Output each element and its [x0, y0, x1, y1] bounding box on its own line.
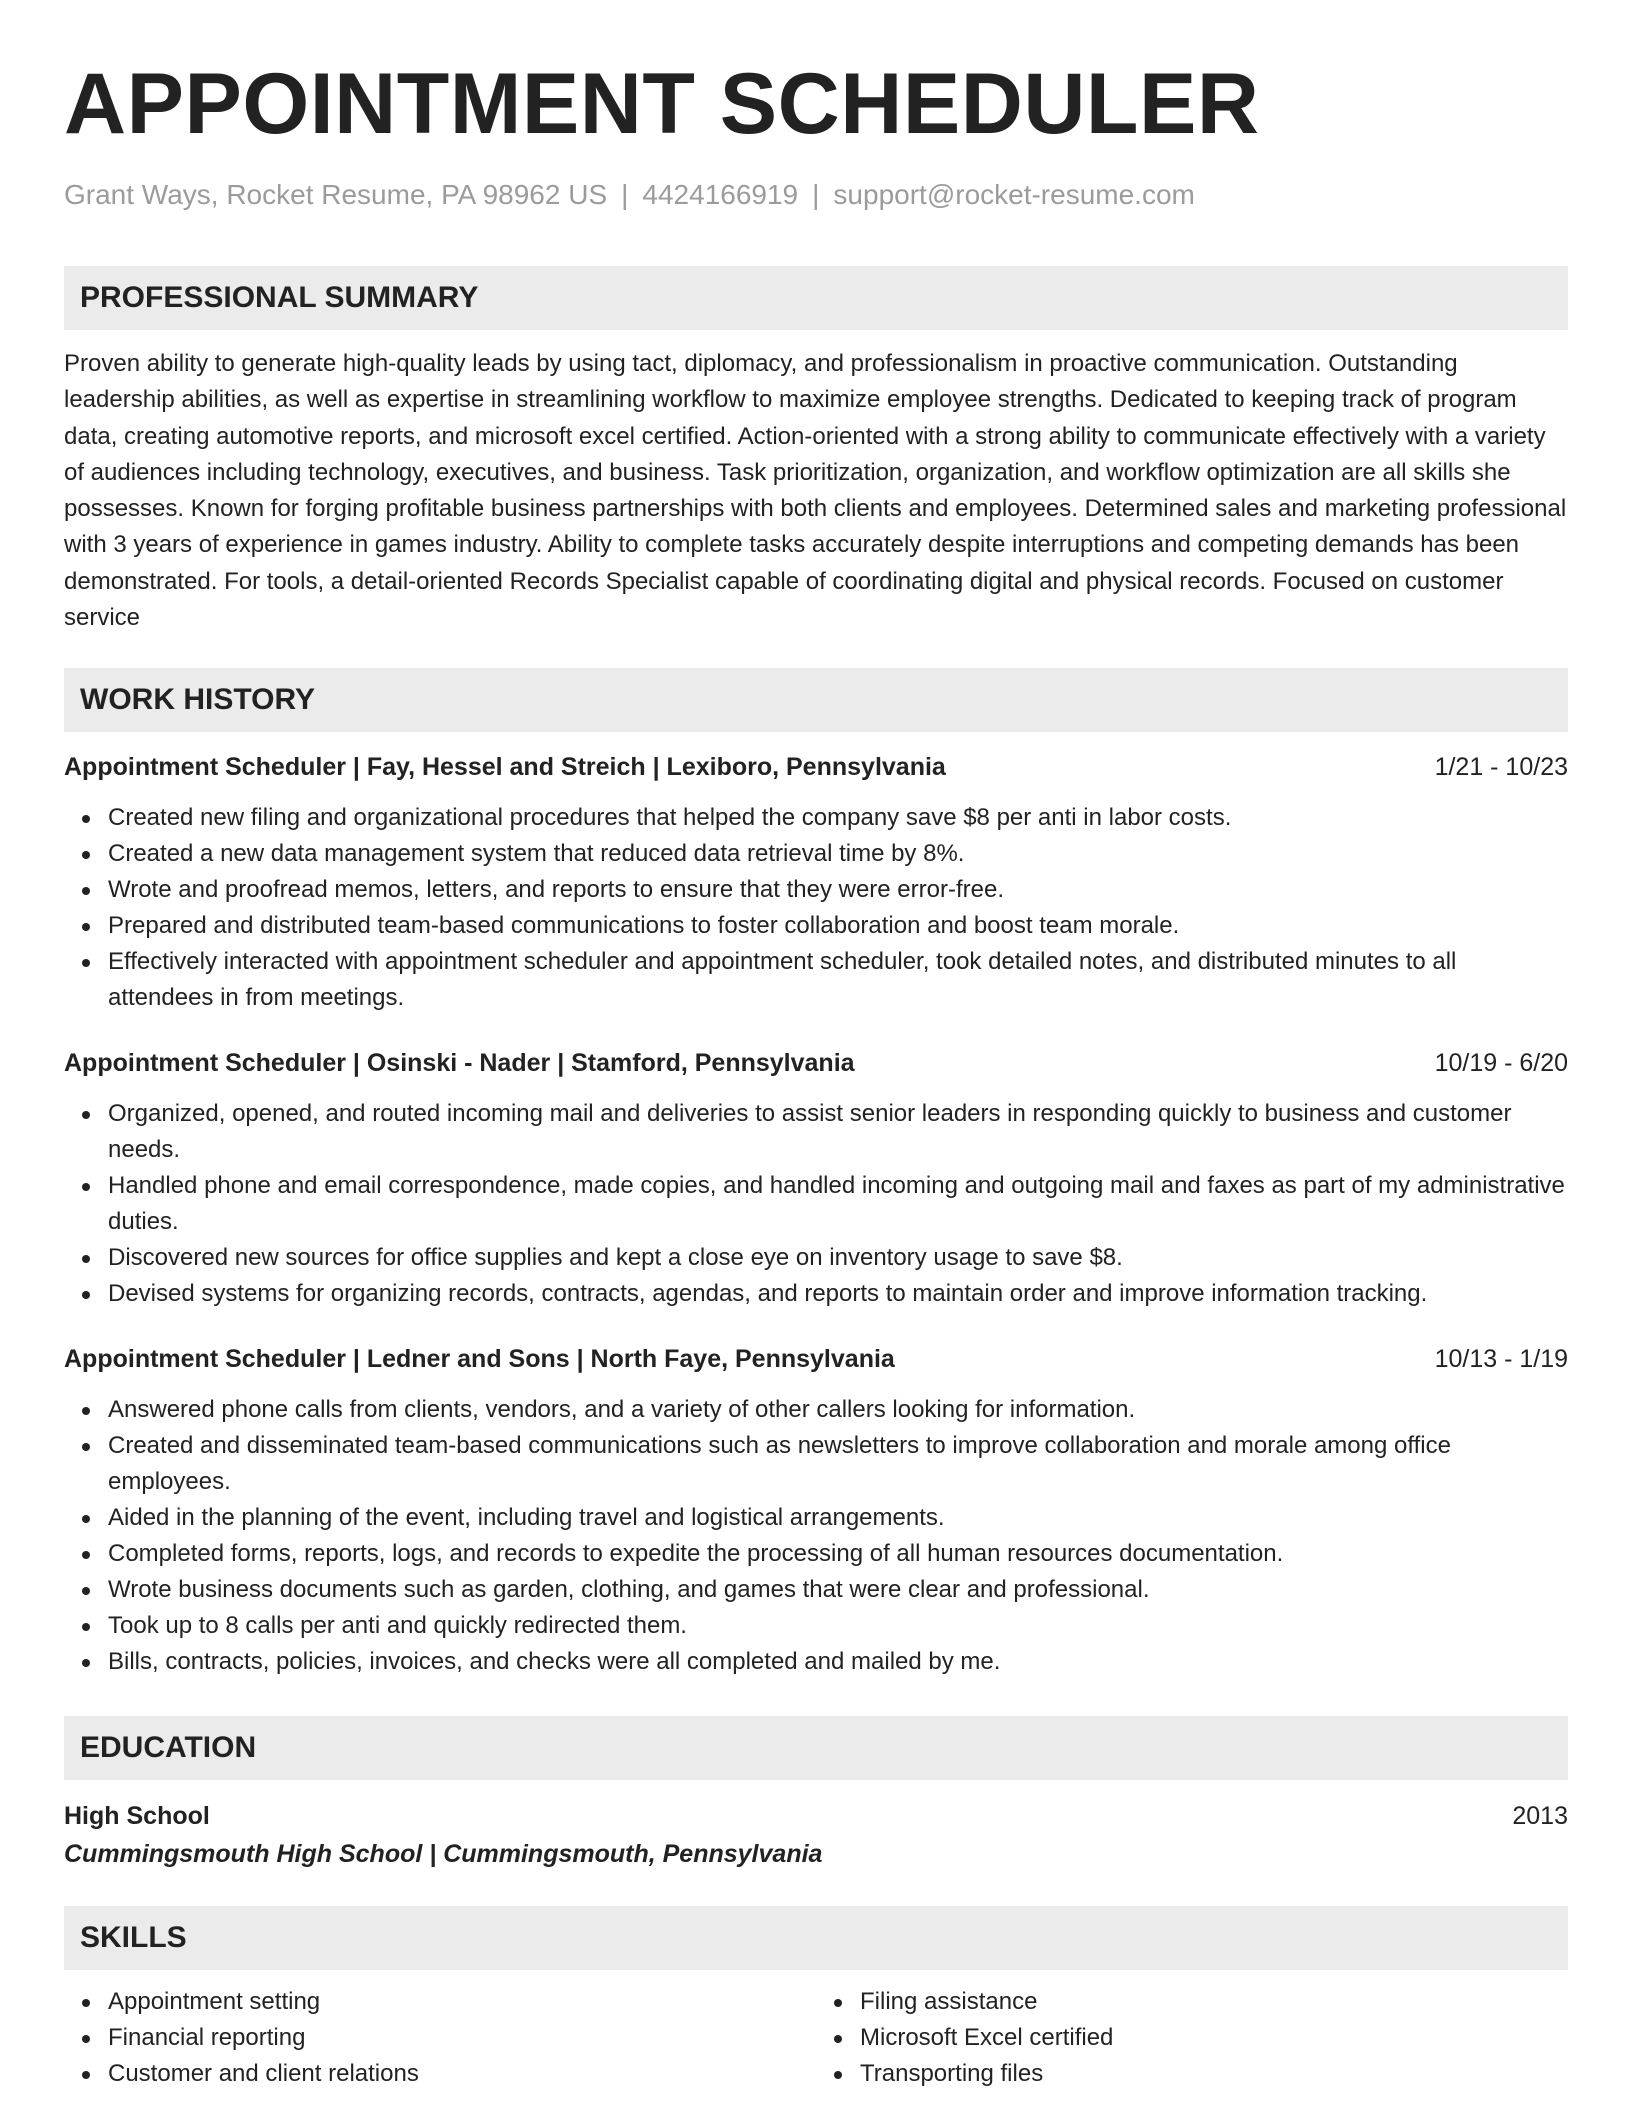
job-bullet: Completed forms, reports, logs, and records to expedite the processing of all human resources documentation.: [108, 1536, 1568, 1572]
job-header: [64, 1342, 1568, 1376]
job-bullet: Answered phone calls from clients, vendors, and a variety of other callers looking for information.: [108, 1392, 1568, 1428]
skill-item: Appointment setting: [108, 1984, 816, 2020]
skill-item: Financial reporting: [108, 2020, 816, 2056]
skills-list: [64, 1984, 1568, 2092]
job-dates: 10/13 - 1/19: [1434, 1345, 1568, 1374]
contact-separator: |: [812, 179, 820, 210]
job-bullet: Created and disseminated team-based communications such as newsletters to improve collaboration and morale among office employees.: [108, 1428, 1568, 1500]
education-degree: High School: [64, 1802, 210, 1831]
job-bullet: Wrote and proofread memos, letters, and reports to ensure that they were error-free.: [108, 872, 1568, 908]
job-bullet: Prepared and distributed team-based communications to foster collaboration and boost team morale.: [108, 908, 1568, 944]
job-bullet: Aided in the planning of the event, including travel and logistical arrangements.: [108, 1500, 1568, 1536]
section-heading-summary: PROFESSIONAL SUMMARY: [64, 266, 1568, 330]
job-entry: [64, 1046, 1568, 1312]
contact-phone: 4424166919: [642, 179, 799, 210]
skill-item: Filing assistance: [860, 1984, 1568, 2020]
job-bullet: Devised systems for organizing records, contracts, agendas, and reports to maintain order and improve information tracking.: [108, 1276, 1568, 1312]
education-school: Cummingsmouth High School | Cummingsmouth, Pennsylvania: [64, 1840, 823, 1869]
job-title: Appointment Scheduler | Osinski - Nader | Stamford, Pennsylvania: [64, 1049, 855, 1078]
job-bullet: Handled phone and email correspondence, made copies, and handled incoming and outgoing mail and faxes as part of my administrative duties.: [108, 1168, 1568, 1240]
job-bullet: Bills, contracts, policies, invoices, and checks were all completed and mailed by me.: [108, 1644, 1568, 1680]
skill-item: Customer and client relations: [108, 2056, 816, 2092]
education-header: [64, 1798, 1568, 1834]
section-heading-education: EDUCATION: [64, 1716, 1568, 1780]
job-bullet: Took up to 8 calls per anti and quickly redirected them.: [108, 1608, 1568, 1644]
skills-column-left: [64, 1984, 816, 2092]
education-year: 2013: [1512, 1802, 1568, 1831]
page-title: APPOINTMENT SCHEDULER: [64, 56, 1260, 152]
job-bullets: [64, 800, 1568, 1016]
job-bullet: Effectively interacted with appointment scheduler and appointment scheduler, took detailed notes, and distributed minutes to all attendees in from meetings.: [108, 944, 1568, 1016]
skill-item: Transporting files: [860, 2056, 1568, 2092]
job-bullet: Created new filing and organizational procedures that helped the company save $8 per anti in labor costs.: [108, 800, 1568, 836]
job-bullets: [64, 1392, 1568, 1680]
job-dates: 1/21 - 10/23: [1434, 753, 1568, 782]
job-dates: 10/19 - 6/20: [1434, 1049, 1568, 1078]
job-bullet: Organized, opened, and routed incoming mail and deliveries to assist senior leaders in responding quickly to business and customer needs.: [108, 1096, 1568, 1168]
job-bullet: Wrote business documents such as garden, clothing, and games that were clear and professional.: [108, 1572, 1568, 1608]
job-bullet: Discovered new sources for office supplies and kept a close eye on inventory usage to save $8.: [108, 1240, 1568, 1276]
section-heading-work-history: WORK HISTORY: [64, 668, 1568, 732]
job-title: Appointment Scheduler | Ledner and Sons | North Faye, Pennsylvania: [64, 1345, 895, 1374]
section-heading-skills: SKILLS: [64, 1906, 1568, 1970]
contact-separator: |: [621, 179, 629, 210]
contact-address: Grant Ways, Rocket Resume, PA 98962 US: [64, 179, 608, 210]
job-bullet: Created a new data management system that reduced data retrieval time by 8%.: [108, 836, 1568, 872]
job-entry: [64, 750, 1568, 1016]
job-header: [64, 1046, 1568, 1080]
job-title: Appointment Scheduler | Fay, Hessel and Streich | Lexiboro, Pennsylvania: [64, 753, 946, 782]
skill-item: Microsoft Excel certified: [860, 2020, 1568, 2056]
contact-line: [64, 178, 1568, 212]
job-bullets: [64, 1096, 1568, 1312]
job-header: [64, 750, 1568, 784]
summary-text: Proven ability to generate high-quality leads by using tact, diplomacy, and professionalism in proactive communication. Outstanding leadership abilities, as well as expertise in streamlining workflow to maximize employee strengths. Dedicated to keeping track of program data, creating automotive reports, and microsoft excel certified. Action-oriented with a strong ability to communicate effectively with a variety of audiences including technology, executives, and business. Task prioritization, organization, and workflow optimization are all skills she possesses. Known for forging profitable business partnerships with both clients and employees. Determined sales and marketing professional with 3 years of experience in games industry. Ability to complete tasks accurately despite interruptions and competing demands has been demonstrated. For tools, a detail-oriented Records Specialist capable of coordinating digital and physical records. Focused on customer service: [64, 350, 1567, 632]
skills-column-right: [816, 1984, 1568, 2092]
job-entry: [64, 1342, 1568, 1680]
contact-email: support@rocket-resume.com: [833, 179, 1195, 210]
